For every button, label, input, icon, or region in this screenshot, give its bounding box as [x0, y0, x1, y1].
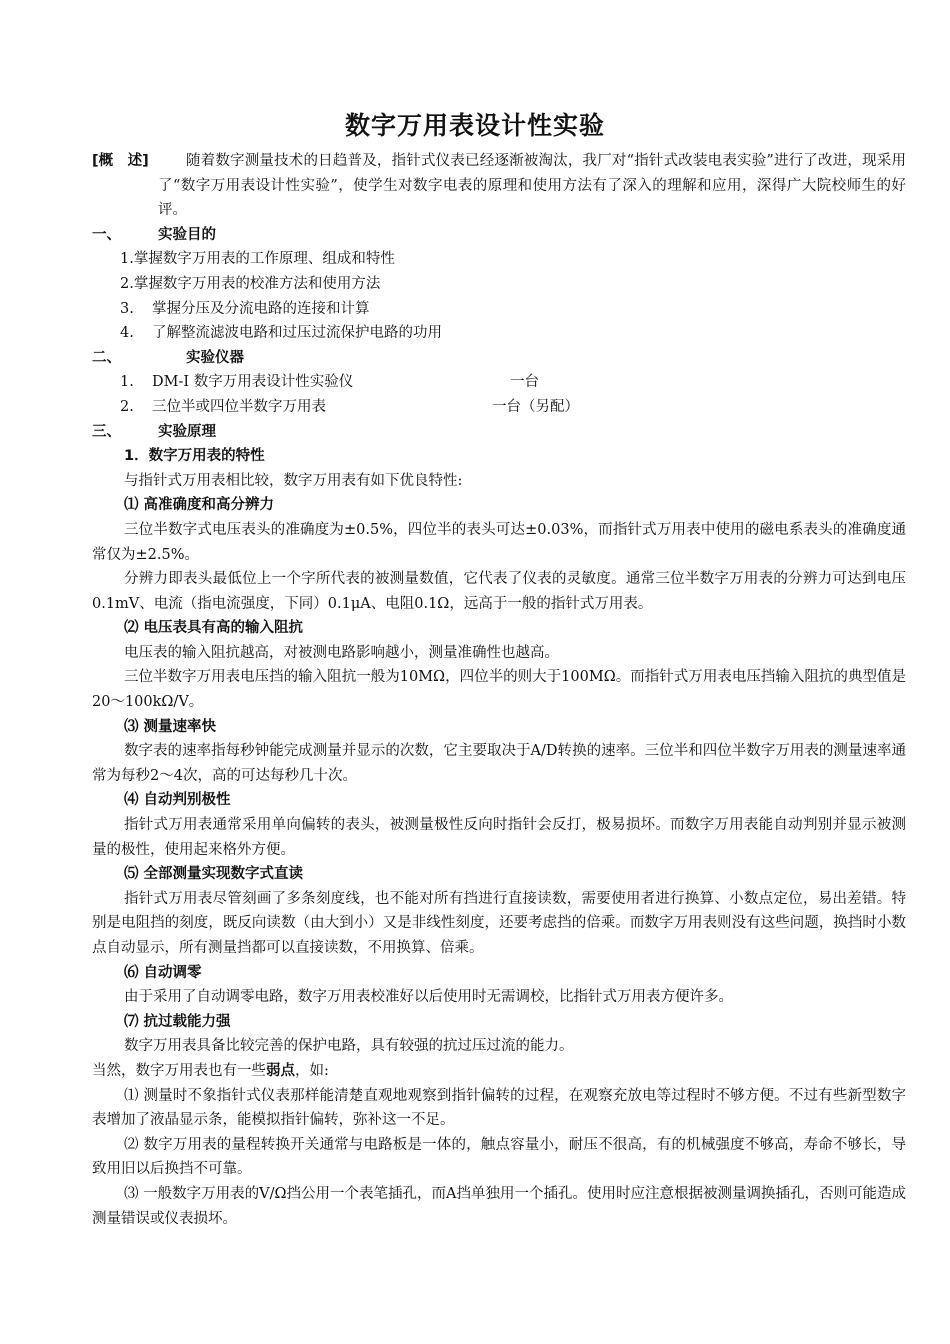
item-number: 1.: [120, 374, 134, 391]
objective-item: [92, 247, 906, 272]
instrument-quantity: 一台: [510, 374, 539, 391]
instrument-name: DM-Ⅰ 数字万用表设计性实验仪: [152, 374, 354, 391]
section-number: 一、: [92, 226, 121, 243]
item-number: 2.: [120, 398, 134, 415]
feature-heading: ⑺ 抗过载能力强: [124, 1013, 231, 1030]
document-body: [92, 149, 906, 1231]
section-title: 实验原理: [158, 423, 216, 440]
section-title: 实验仪器: [186, 349, 244, 366]
weakness-paragraph: ⑴ 测量时不象指针式仪表那样能清楚直观地观察到指针偏转的过程，在观察充放电等过程时不够方便。不过有些新型数字表增加了液晶显示条，能模拟指针偏转，弥补这一不足。: [92, 1087, 906, 1129]
feature-heading: ⑴ 高准确度和高分辨力: [124, 497, 275, 514]
section-heading-instruments: [92, 346, 906, 371]
section-heading-principles: [92, 420, 906, 445]
item-text: 掌握数字万用表的工作原理、组成和特性: [133, 251, 395, 268]
instrument-name: 三位半或四位半数字万用表: [152, 398, 326, 415]
item-text: 了解整流滤波电路和过压过流保护电路的功用: [152, 325, 442, 342]
section-number: 三、: [92, 423, 121, 440]
feature-paragraph: 数字万用表具备比较完善的保护电路，具有较强的抗过压过流的能力。: [124, 1038, 574, 1055]
item-number: 2.: [120, 275, 134, 292]
objective-item: [92, 297, 906, 322]
feature-paragraph: 指针式万用表通常采用单向偏转的表头，被测量极性反向时指针会反打，极易损坏。而数字万用表能自动判别并显示被测量的极性，使用起来格外方便。: [92, 817, 906, 858]
item-number: 3.: [120, 300, 134, 317]
section-number: 二、: [92, 349, 121, 366]
feature-paragraph: 指针式万用表尽管刻画了多条刻度线，也不能对所有挡进行直接读数，需要使用者进行换算、小数点定位，易出差错。特别是电阻挡的刻度，既反向读数（由大到小）又是非线性刻度，还要考虑挡的倍乘。而数字万用表则没有这些问题，换挡时小数点自动显示，所有测量挡都可以直接读数，不用换算、倍乘。: [92, 890, 906, 956]
objective-item: [92, 272, 906, 297]
overview-label: [概 述]: [92, 153, 149, 169]
section-title: 实验目的: [158, 226, 216, 243]
feature-heading: ⑵ 电压表具有高的输入阻抗: [124, 620, 304, 637]
overview-text: 随着数字测量技术的日趋普及，指针式仪表已经逐渐被淘汰，我厂对“指针式改装电表实验”进行了改进，现采用了“数字万用表设计性实验”，使学生对数字电表的原理和使用方法有了深入的理解和应用，深得广大院校师生的好评。: [158, 153, 906, 219]
item-number: 4.: [120, 325, 134, 342]
feature-heading: ⑸ 全部测量实现数字式直读: [124, 866, 304, 883]
section-heading-objectives: [92, 223, 906, 248]
feature-heading: ⑷ 自动判别极性: [124, 792, 231, 809]
feature-paragraph: 分辨力即表头最低位上一个字所代表的被测量数值，它代表了仪表的灵敏度。通常三位半数字万用表的分辨力可达到电压0.1mV、电流（指电流强度，下同）0.1μA、电阻0.1Ω，远高于一般的指针式万用表。: [92, 571, 906, 612]
weakness-paragraph: ⑵ 数字万用表的量程转换开关通常与电路板是一体的，触点容量小，耐压不很高，有的机械强度不够高，寿命不够长，导致用旧以后换挡不可靠。: [92, 1136, 906, 1178]
feature-heading: ⑹ 自动调零: [124, 964, 202, 981]
weakness-paragraph: ⑶ 一般数字万用表的V/Ω挡公用一个表笔插孔，而A挡单独用一个插孔。使用时应注意根据被测量调换插孔，否则可能造成测量错误或仪表损坏。: [92, 1185, 906, 1227]
instrument-item: [92, 395, 906, 420]
feature-paragraph: 数字表的速率指每秒钟能完成测量并显示的次数，它主要取决于A/D转换的速率。三位半和四位半数字万用表的测量速率通常为每秒2～4次，高的可达每秒几十次。: [92, 743, 906, 784]
intro-text: 与指针式万用表相比较，数字万用表有如下优良特性:: [124, 472, 463, 489]
subsection-heading: 1．数字万用表的特性: [124, 448, 265, 465]
feature-paragraph: 由于采用了自动调零电路，数字万用表校准好以后使用时无需调校，比指针式万用表方便许多。: [124, 989, 733, 1006]
instrument-item: [92, 370, 906, 395]
feature-paragraph: 电压表的输入阻抗越高，对被测电路影响越小，测量准确性也越高。: [124, 644, 559, 661]
page-title: 数字万用表设计性实验: [344, 111, 605, 140]
feature-paragraph: 三位半数字万用表电压挡的输入阻抗一般为10MΩ，四位半的则大于100MΩ。而指针式万用表电压挡输入阻抗的典型值是20～100kΩ/V。: [92, 669, 906, 711]
feature-heading: ⑶ 测量速率快: [124, 718, 217, 735]
weakness-intro-prefix: 当然，数字万用表也有一些: [92, 1062, 266, 1079]
weakness-intro-suffix: ，如:: [295, 1062, 329, 1079]
item-number: 1.: [120, 251, 134, 268]
objective-item: [92, 321, 906, 346]
feature-paragraph: 三位半数字式电压表头的准确度为±0.5%，四位半的表头可达±0.03%，而指针式万用表中使用的磁电系表头的准确度通常仅为±2.5%。: [92, 521, 906, 563]
weakness-intro: [92, 1059, 906, 1084]
item-text: 掌握分压及分流电路的连接和计算: [152, 300, 370, 317]
instrument-quantity: 一台（另配）: [492, 398, 579, 415]
weakness-intro-bold: 弱点: [266, 1062, 295, 1079]
item-text: 掌握数字万用表的校准方法和使用方法: [133, 275, 381, 292]
overview-block: [92, 149, 906, 223]
